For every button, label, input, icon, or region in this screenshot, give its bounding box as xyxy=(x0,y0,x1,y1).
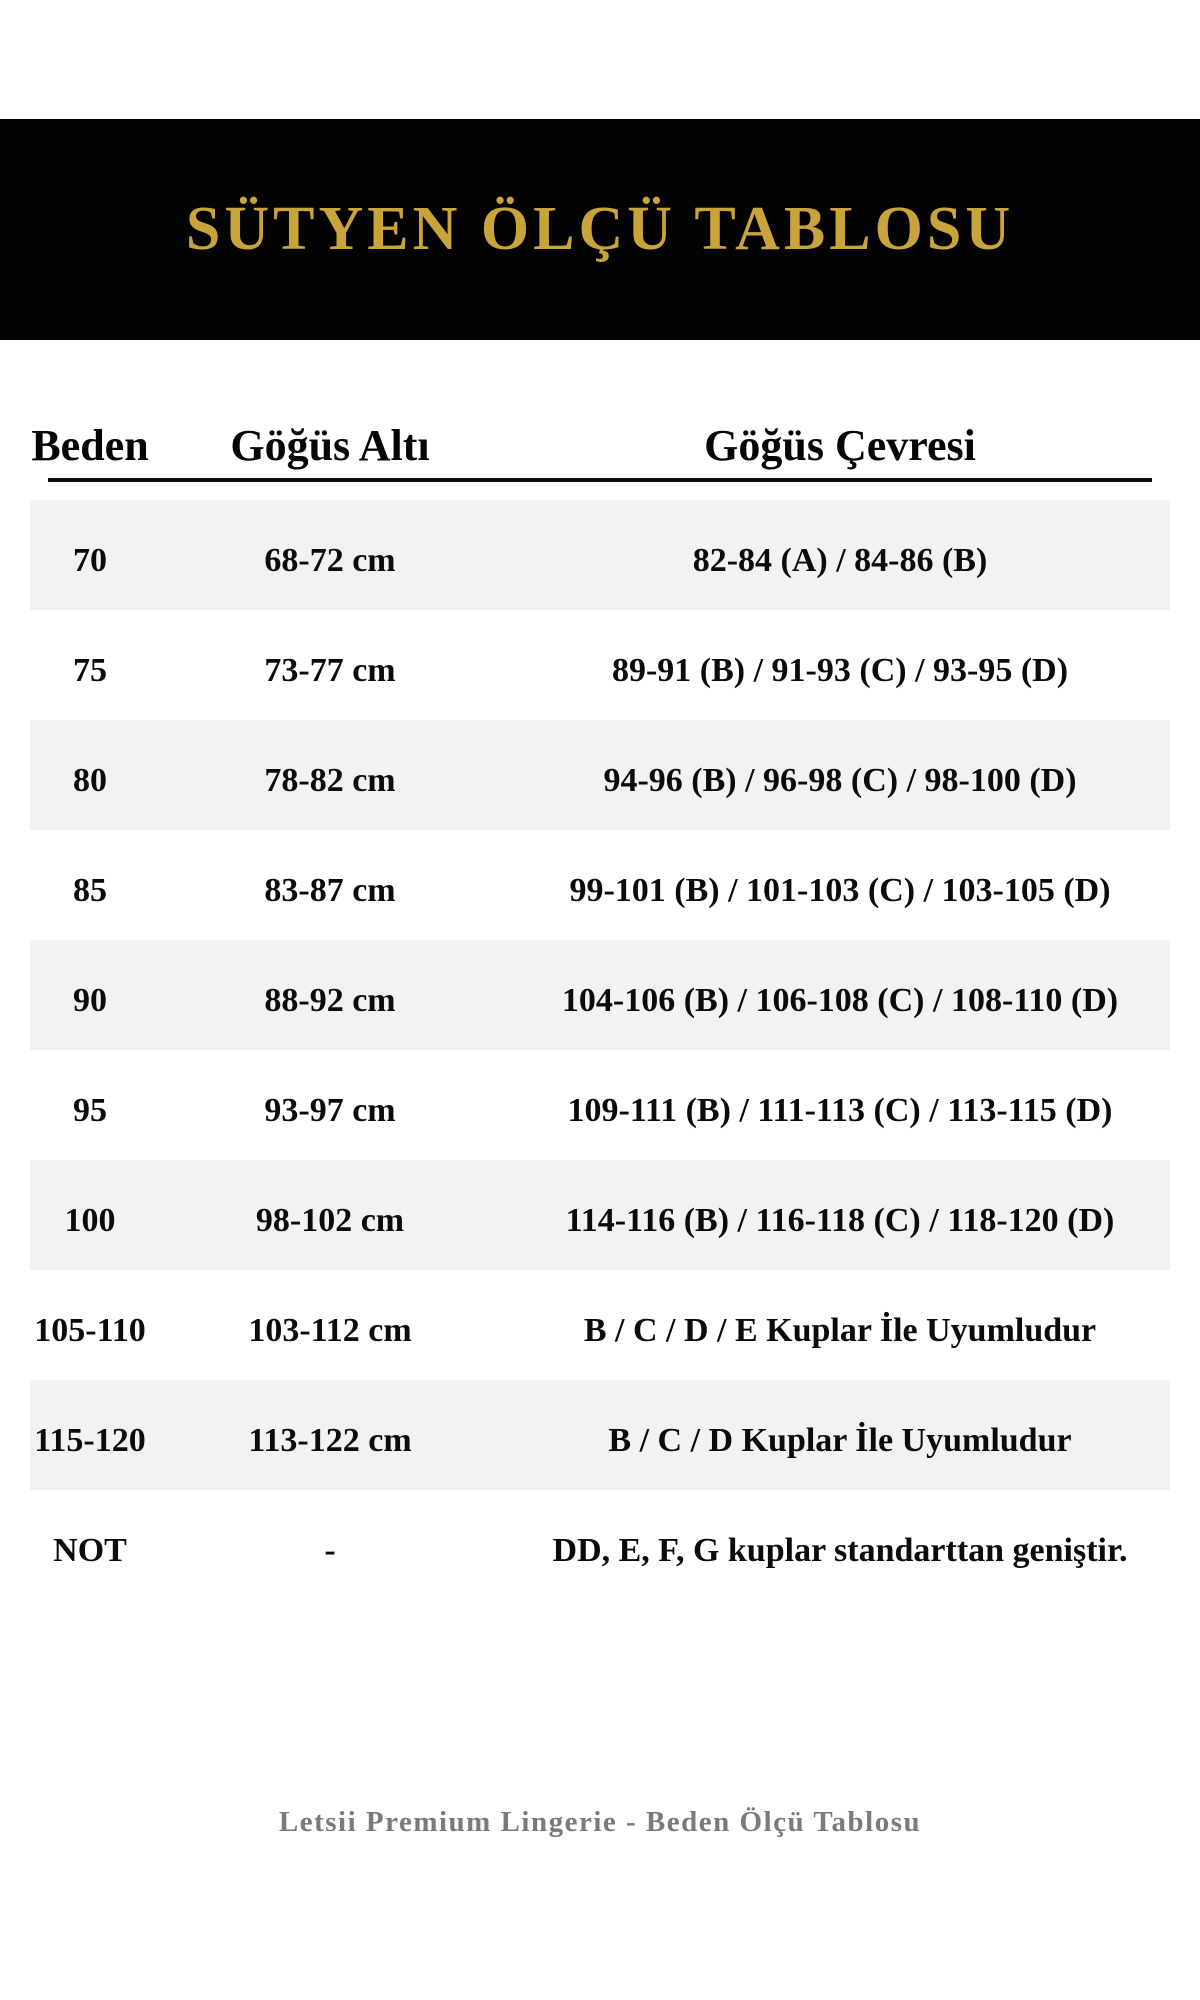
cell-gogus-alti: - xyxy=(324,1532,336,1569)
cell-gogus-alti: 98-102 cm xyxy=(255,1202,405,1239)
table-row xyxy=(30,500,1170,610)
table-row xyxy=(30,1160,1170,1270)
column-header-gogus-cevresi: Göğüs Çevresi xyxy=(704,421,976,470)
column-header-gogus-alti: Göğüs Altı xyxy=(230,421,430,470)
table-row xyxy=(30,720,1170,830)
cell-gogus-cevresi: B / C / D / E Kuplar İle Uyumludur xyxy=(583,1312,1097,1349)
cell-beden: 75 xyxy=(73,652,107,689)
cell-gogus-cevresi: 82-84 (A) / 84-86 (B) xyxy=(692,542,988,579)
table-row xyxy=(30,1270,1170,1380)
cell-beden: 105-110 xyxy=(34,1312,146,1349)
cell-gogus-cevresi: 109-111 (B) / 111-113 (C) / 113-115 (D) xyxy=(567,1092,1113,1129)
cell-beden: NOT xyxy=(53,1532,127,1569)
cell-beden: 70 xyxy=(73,542,107,579)
cell-gogus-alti: 83-87 cm xyxy=(264,872,396,909)
footer-note: Letsii Premium Lingerie - Beden Ölçü Tablosu xyxy=(278,1806,922,1838)
cell-gogus-cevresi: DD, E, F, G kuplar standarttan geniştir. xyxy=(552,1532,1128,1569)
cell-gogus-cevresi: 114-116 (B) / 116-118 (C) / 118-120 (D) xyxy=(565,1202,1115,1239)
cell-gogus-alti: 88-92 cm xyxy=(264,982,396,1019)
table-row xyxy=(30,1050,1170,1160)
cell-gogus-alti: 73-77 cm xyxy=(264,652,396,689)
cell-beden: 100 xyxy=(64,1202,116,1239)
cell-gogus-cevresi: 99-101 (B) / 101-103 (C) / 103-105 (D) xyxy=(569,872,1111,909)
table-header-row xyxy=(0,418,1200,474)
table-row xyxy=(30,610,1170,720)
table-row xyxy=(30,830,1170,940)
cell-gogus-alti: 103-112 cm xyxy=(248,1312,412,1349)
table-row xyxy=(30,1380,1170,1490)
cell-gogus-alti: 68-72 cm xyxy=(264,542,396,579)
cell-beden: 90 xyxy=(73,982,107,1019)
cell-gogus-alti: 78-82 cm xyxy=(264,762,396,799)
cell-gogus-alti: 93-97 cm xyxy=(264,1092,396,1129)
cell-gogus-cevresi: 94-96 (B) / 96-98 (C) / 98-100 (D) xyxy=(603,762,1077,799)
cell-beden: 85 xyxy=(73,872,107,909)
size-table xyxy=(0,500,1200,1600)
table-row xyxy=(30,1490,1170,1600)
header-underline xyxy=(48,478,1152,482)
cell-beden: 80 xyxy=(73,762,107,799)
cell-gogus-cevresi: B / C / D Kuplar İle Uyumludur xyxy=(608,1422,1072,1459)
column-header-beden: Beden xyxy=(31,421,149,470)
cell-gogus-cevresi: 104-106 (B) / 106-108 (C) / 108-110 (D) xyxy=(561,982,1119,1019)
cell-gogus-cevresi: 89-91 (B) / 91-93 (C) / 93-95 (D) xyxy=(611,652,1069,689)
page-title: SÜTYEN ÖLÇÜ TABLOSU xyxy=(185,195,1015,263)
table-row xyxy=(30,940,1170,1050)
title-banner xyxy=(0,119,1200,340)
cell-beden: 95 xyxy=(73,1092,107,1129)
cell-beden: 115-120 xyxy=(34,1422,146,1459)
cell-gogus-alti: 113-122 cm xyxy=(248,1422,412,1459)
